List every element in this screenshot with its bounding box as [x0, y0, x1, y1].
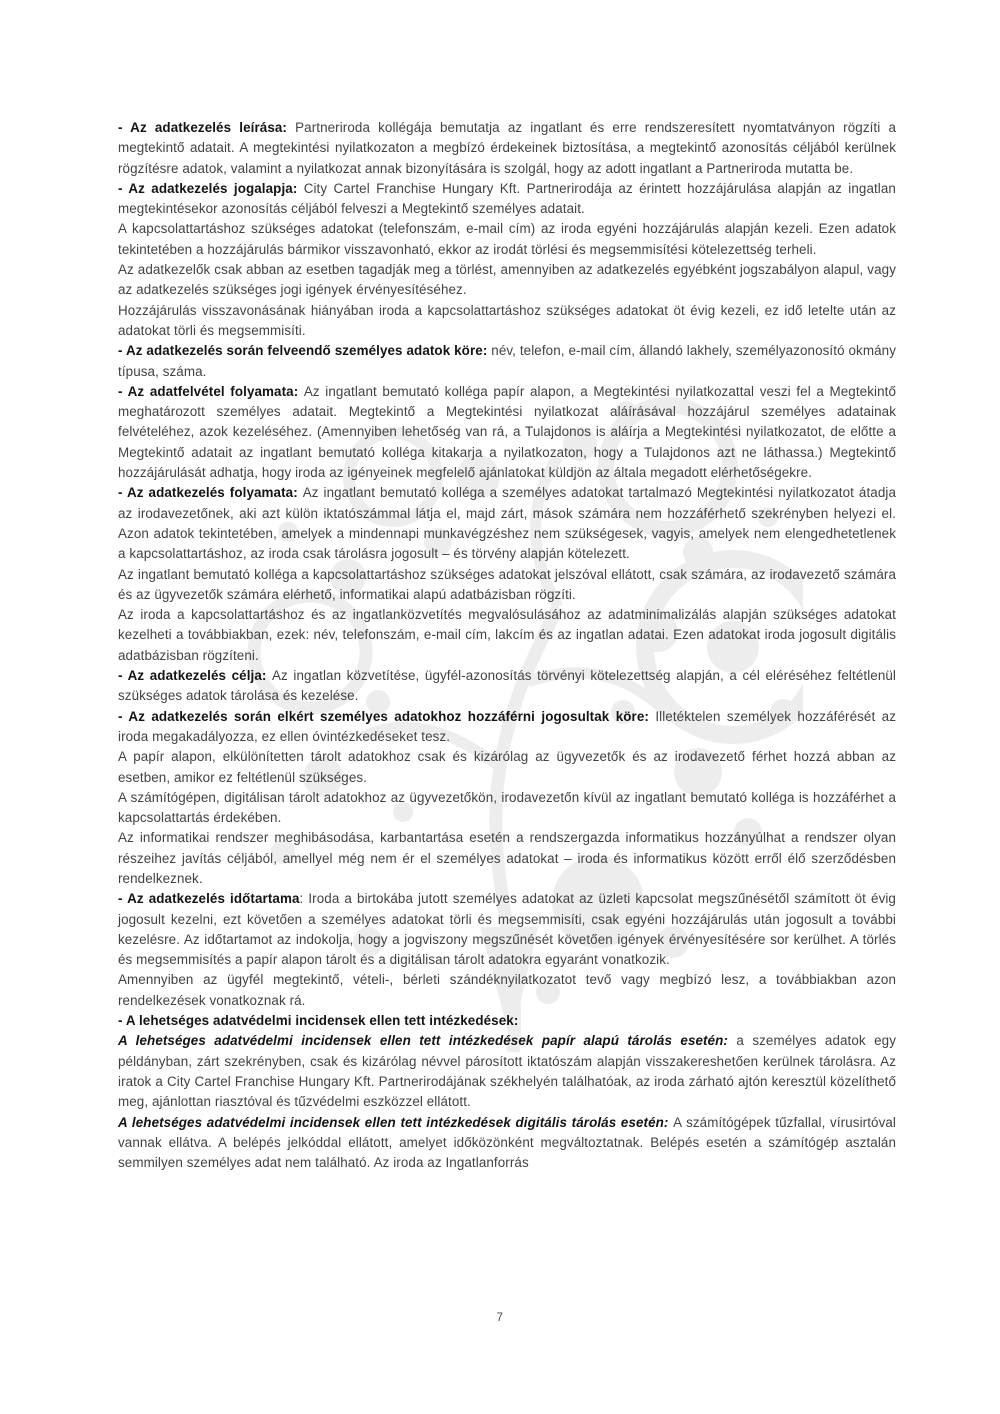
paragraph	[118, 219, 896, 260]
paragraph-heading: - Az adatkezelés időtartama	[118, 891, 300, 907]
paragraph	[118, 707, 896, 748]
paragraph-heading: - Az adatkezelés leírása:	[118, 120, 296, 135]
paragraph	[118, 747, 896, 788]
paragraph-heading: - Az adatkezelés során felveendő személyes adatok köre:	[118, 343, 492, 359]
paragraph	[118, 301, 896, 342]
paragraph	[118, 788, 896, 829]
paragraph	[118, 483, 896, 564]
paragraph	[118, 179, 896, 220]
paragraph-text: Az adatkezelők csak abban az esetben tagadják meg a törlést, amennyiben az adatkezelés egyébként jogszabályon alapul, vagy az adatkezelés szükséges jogi igények érvényesítéséhez.	[118, 262, 896, 298]
paragraph-heading: A lehetséges adatvédelmi incidensek ellen tett intézkedések digitális tárolás esetén:	[118, 1114, 674, 1130]
paragraph-text: : Iroda a birtokába jutott személyes adatokat az üzleti kapcsolat megszűnésétől számított öt évig jogosult kezelni, ezt követően a személyes adatokat törli és megsemmisíti, csak egyéni hozzájárulás után jogosult a további kezelésre. Az időtartamot az indokolja, hogy a jogviszony megszűnését követően igények érvényesítésére sor kerülhet. A törlés és megsemmisítés a papír alapon tárolt és a digitálisan tárolt adatokra egyaránt vonatkozik.	[118, 891, 896, 968]
paragraph-text: Az ingatlant bemutató kolléga a kapcsolattartáshoz szükséges adatokat jelszóval ellátott, csak számára, az irodavezető számára és az ügyvezetők számára elérhető, informatikai alapú adatbázisban rögzíti.	[118, 566, 896, 602]
document-body	[118, 118, 896, 1173]
paragraph-text: Az informatikai rendszer meghibásodása, karbantartása esetén a rendszergazda informatikus hozzányúlhat a rendszer olyan részeihez javítás céljából, amellyel még nem ér el személyes adatokat – iroda és informatikus között erről élő szerződésben rendelkeznek.	[118, 830, 896, 886]
paragraph	[118, 260, 896, 301]
paragraph	[118, 970, 896, 1011]
paragraph	[118, 565, 896, 606]
paragraph-heading: - A lehetséges adatvédelmi incidensek ellen tett intézkedések:	[118, 1013, 519, 1029]
paragraph-heading: - Az adatfelvétel folyamata:	[118, 383, 304, 399]
paragraph-text: A papír alapon, elkülönítetten tárolt adatokhoz csak és kizárólag az ügyvezetők és az irodavezető férhet hozzá abban az esetben, amikor ez feltétlenül szükséges.	[118, 749, 896, 785]
paragraph-text: Az ingatlant bemutató kolléga papír alapon, a Megtekintési nyilatkozattal veszi fel a Megtekintő meghatározott személyes adatait. Megtekintő a Megtekintési nyilatkozat aláírásával hozzájárul személyes adatainak felvételéhez, azok kezeléséhez. (Amennyiben lehetőség van rá, a Tulajdonos is aláírja a Megtekintési nyilatkozatot, de előtte a Megtekintő adatait az ingatlant bemutató kolléga kitakarja a nyilatkozaton, hogy a Tulajdonos azt ne láthassa.) Megtekintő hozzájárulását adhatja, hogy iroda az igényeinek megfelelő ajánlatokat küldjön az általa megadott elérhetőségekre.	[118, 383, 897, 481]
paragraph-text: név, telefon, e-mail cím, állandó lakhely, személyazonosító okmány típusa, száma.	[118, 343, 896, 379]
paragraph	[118, 828, 896, 889]
paragraph	[118, 341, 896, 382]
paragraph	[118, 1011, 896, 1031]
paragraph	[118, 605, 896, 666]
paragraph-heading: A lehetséges adatvédelmi incidensek ellen tett intézkedések papír alapú tárolás esetén:	[118, 1033, 737, 1049]
paragraph	[118, 666, 896, 707]
paragraph	[118, 382, 896, 483]
paragraph-heading: - Az adatkezelés során elkért személyes adatokhoz hozzáférni jogosultak köre:	[118, 708, 656, 724]
page-number: 7	[496, 1312, 504, 1324]
paragraph-text: Amennyiben az ügyfél megtekintő, vételi-, bérleti szándéknyilatkozatot tevő vagy megbízó lesz, a továbbiakban azon rendelkezések vonatkoznak rá.	[118, 972, 896, 1008]
paragraph-text: Az ingatlant bemutató kolléga a személyes adatokat tartalmazó Megtekintési nyilatkozatot átadja az irodavezetőnek, aki azt külön iktatószámmal látja el, majd zárt, mások számára nem hozzáférhető szekrényben helyezi el. Azon adatok tekintetében, amelyek a mindennapi munkavégzéshez nem szükségesek, vagyis, amelyek nem elengedhetetlenek a kapcsolattartáshoz, az iroda csak tárolásra jogosult – és törvény alapján kötelezett.	[118, 485, 896, 562]
paragraph-text: a személyes adatok egy példányban, zárt szekrényben, csak és kizárólag névvel párosított iktatószám alapján visszakereshetően kerülnek tárolásra. Az iratok a City Cartel Franchise Hungary Kft. Partnerirodájának székhelyén találhatóak, az iroda zárható ajtón keresztül közelíthető meg, ajánlottan riasztóval és tűzvédelmi eszközzel ellátott.	[118, 1033, 897, 1110]
paragraph-text: Hozzájárulás visszavonásának hiányában iroda a kapcsolattartáshoz szükséges adatokat öt évig kezeli, ez idő letelte után az adatokat törli és megsemmisíti.	[118, 302, 896, 338]
paragraph	[118, 118, 896, 179]
paragraph-heading: - Az adatkezelés jogalapja:	[118, 180, 304, 196]
paragraph-text: A kapcsolattartáshoz szükséges adatokat (telefonszám, e-mail cím) az iroda egyéni hozzájárulás alapján kezeli. Ezen adatok tekintetében a hozzájárulás bármikor visszavonható, ekkor az irodát törlési és megsemmisítési kötelezettség terheli.	[118, 221, 896, 257]
paragraph-text: City Cartel Franchise Hungary Kft. Partnerirodája az érintett hozzájárulása alapján az ingatlan megtekintésekor azonosítás céljából felveszi a Megtekintő személyes adatait.	[118, 180, 896, 217]
paragraph	[118, 1031, 896, 1112]
paragraph	[118, 1113, 896, 1174]
paragraph-heading: - Az adatkezelés célja:	[118, 668, 273, 684]
paragraph	[118, 889, 896, 970]
paragraph-text: Az ingatlan közvetítése, ügyfél-azonosítás törvényi kötelezettség alapján, a cél eléréséhez feltétlenül szükséges adatok tárolása és kezelése.	[118, 668, 896, 704]
paragraph-text: A számítógépen, digitálisan tárolt adatokhoz az ügyvezetőkön, irodavezetőn kívül az ingatlant bemutató kolléga is hozzáférhet a kapcsolattartás érdekében.	[118, 789, 896, 826]
paragraph-text: Partneriroda kollégája bemutatja az ingatlant és erre rendszeresített nyomtatványon rögzíti a megtekintő adatait. A megtekintési nyilatkozaton a megbízó érdekeinek biztosítása, a megtekintő azonosítás céljából kerülnek rögzítésre adatok, valamint a nyilatkozat annak bizonyítására is szolgál, hogy az adott ingatlant a Partneriroda mutatta be.	[118, 120, 896, 176]
paragraph-text: A számítógépek tűzfallal, vírusirtóval vannak ellátva. A belépés jelkóddal ellátott, amelyet időközönként megváltoztatnak. Belépés esetén a számítógép asztalán semmilyen személyes adat nem található. Az iroda az Ingatlanforrás	[118, 1114, 896, 1171]
paragraph-text: Az iroda a kapcsolattartáshoz és az ingatlanközvetítés megvalósulásához az adatminimalizálás alapján szükséges adatokat kezelheti a továbbiakban, ezek: név, telefonszám, e-mail cím, lakcím és az ingatlan adatai. Ezen adatokat iroda jogosult digitális adatbázisban rögzíteni.	[118, 607, 896, 663]
paragraph-heading: - Az adatkezelés folyamata:	[118, 485, 303, 501]
paragraph-text: Illetéktelen személyek hozzáférését az iroda megakadályozza, ez ellen óvintézkedéseket tesz.	[118, 708, 896, 744]
